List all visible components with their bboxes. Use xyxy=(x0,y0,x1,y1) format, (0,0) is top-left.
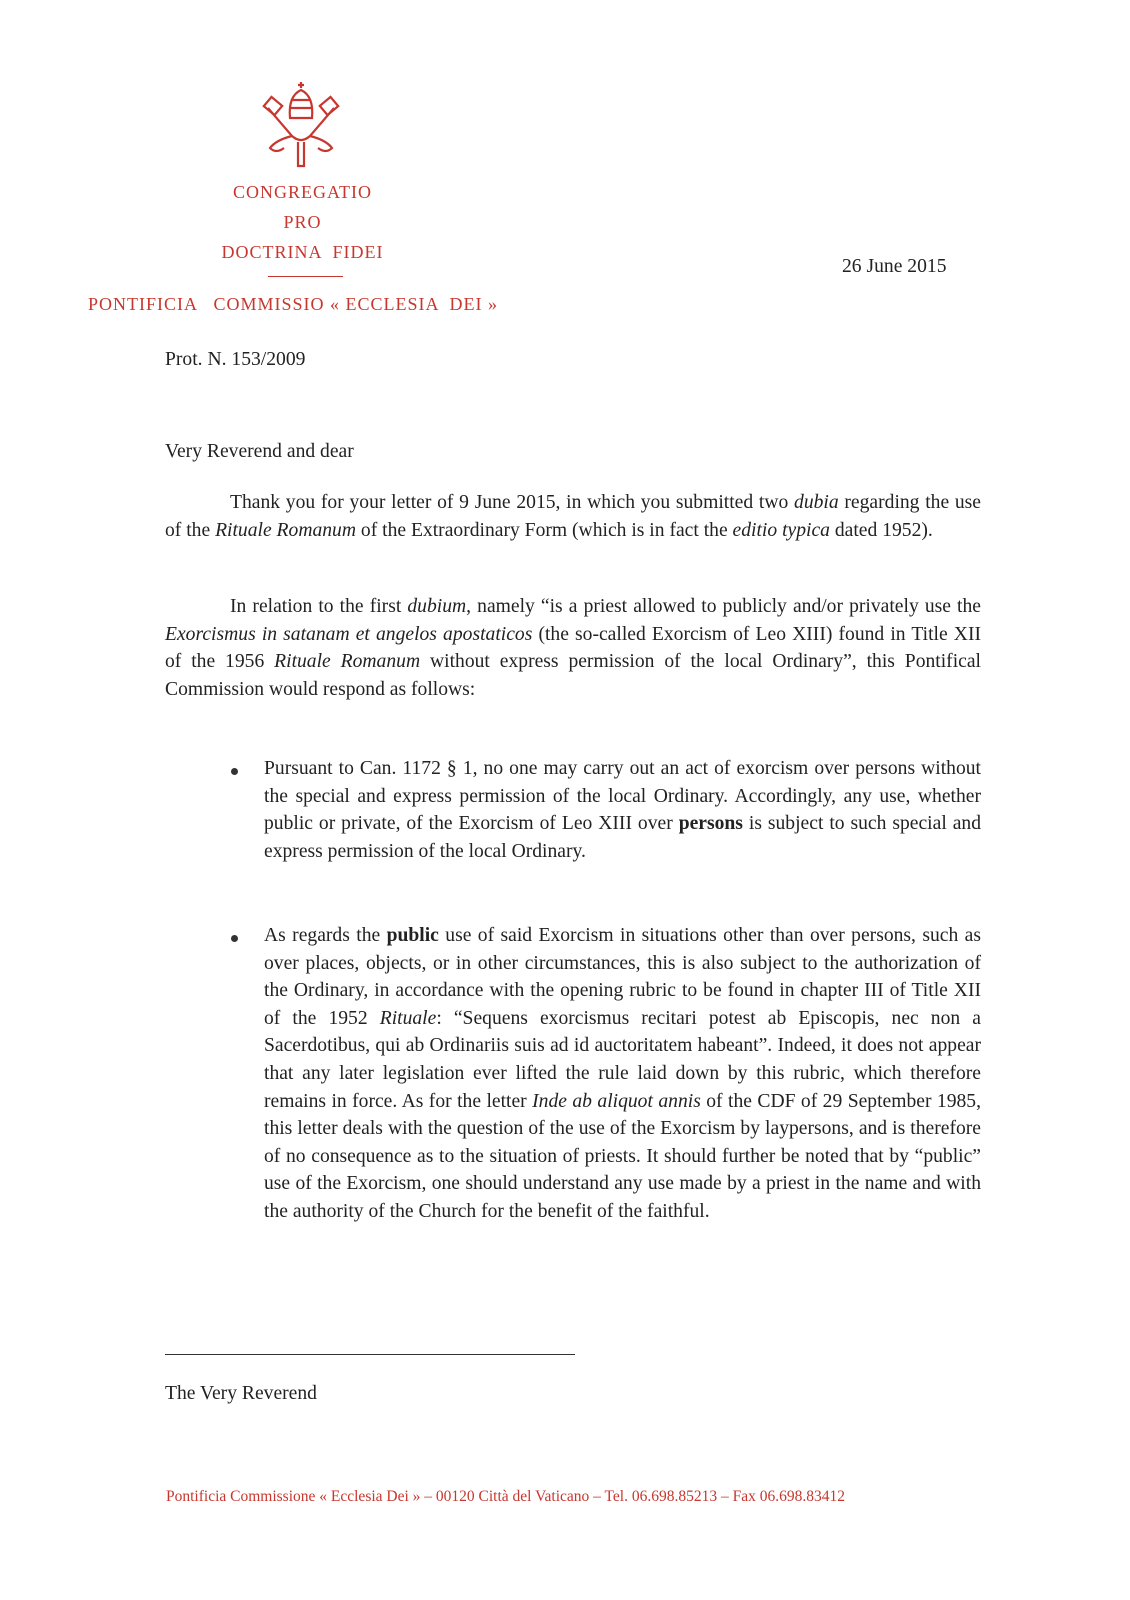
text-run: of the CDF of 29 September 1985, this letter deals with the question of the use of the Exorcism by laypersons, and is therefore of no consequence as to the situation of priests. It should further be noted that by “public” use of the Exorcism, one should understand any use made by a priest in the name and with the authority of the Church for the benefit of the faithful. xyxy=(264,1090,981,1222)
text-run: without express permission of the local Ordinary”, this Pontifical Commission would respond as follows: xyxy=(165,651,981,700)
bullet-icon xyxy=(231,768,238,775)
commission-name: PONTIFICIA COMMISSIO « ECCLESIA DEI » xyxy=(88,294,499,314)
paragraph-1 xyxy=(165,489,981,544)
italic-text: Rituale Romanum xyxy=(274,651,421,673)
text-run: is subject to such special and express permission of the local Ordinary. xyxy=(264,813,981,862)
text-run: use of said Exorcism in situations other than over persons, such as over places, objects, or in other circumstances, this is also subject to the authorization of the Ordinary, in accordance with the opening rubric to be found in chapter III of Title XII of the 1952 xyxy=(264,925,981,1029)
text-run: As regards the xyxy=(264,925,387,946)
congregation-name-line1: CONGREGATIO xyxy=(233,182,372,202)
congregation-name-line3: DOCTRINA FIDEI xyxy=(221,242,384,262)
italic-text: Rituale xyxy=(379,1007,437,1029)
bold-text: public xyxy=(386,925,439,946)
italic-text: dubia xyxy=(794,492,839,513)
italic-text: Exorcismus in satanam et angelos apostaticos xyxy=(165,623,533,645)
footer-address: Pontificia Commissione « Ecclesia Dei » – 00120 Città del Vaticano – Tel. 06.698.85213 – Fax 06.698.83412 xyxy=(166,1488,845,1505)
text-run: dated 1952). xyxy=(829,519,933,541)
protocol-number: Prot. N. 153/2009 xyxy=(165,349,306,370)
bullet-item-2 xyxy=(264,922,981,1226)
congregation-name-line2: PRO xyxy=(283,212,322,232)
addressee-divider xyxy=(165,1354,575,1355)
paragraph-2 xyxy=(165,593,981,703)
text-run: Pursuant to Can. 1172 § 1, no one may carry out an act of exorcism over persons without the special and express permission of the local Ordinary. Accordingly, any use, whether public or private, of the Exorcism of Leo XIII over xyxy=(264,758,981,835)
bullet-icon xyxy=(231,935,238,942)
italic-text: editio typica xyxy=(732,519,830,541)
bold-text: persons xyxy=(678,813,743,835)
bullet-item-1 xyxy=(264,755,981,865)
letterhead-divider xyxy=(268,276,343,277)
addressee: The Very Reverend xyxy=(165,1383,317,1404)
text-run: (the so-called Exorcism of Leo XIII) found in Title XII of the 1956 xyxy=(165,623,981,673)
italic-text: dubium xyxy=(407,596,467,617)
text-run: regarding the use of the xyxy=(165,492,981,541)
letter-date: 26 June 2015 xyxy=(842,256,947,277)
text-run: of the Extraordinary Form (which is in fact the xyxy=(356,519,733,541)
text-run: , namely “is a priest allowed to publicly and/or privately use the xyxy=(466,596,981,617)
papal-keys-tiara-icon xyxy=(262,78,340,170)
salutation: Very Reverend and dear xyxy=(165,441,354,462)
italic-text: Rituale Romanum xyxy=(215,519,357,541)
italic-text: Inde ab aliquot annis xyxy=(532,1090,701,1112)
text-run: Thank you for your letter of 9 June 2015, in which you submitted two xyxy=(230,492,795,513)
text-run: In relation to the first xyxy=(230,596,408,617)
text-run: : “Sequens exorcismus recitari potest ab Episcopis, nec non a Sacerdotibus, qui ab Ordinariis suis ad id auctoritatem habeant”. Indeed, it does not appear that any later legislation ever lifted the rule laid down by this rubric, which therefore remains in force. As for the letter xyxy=(264,1007,981,1112)
